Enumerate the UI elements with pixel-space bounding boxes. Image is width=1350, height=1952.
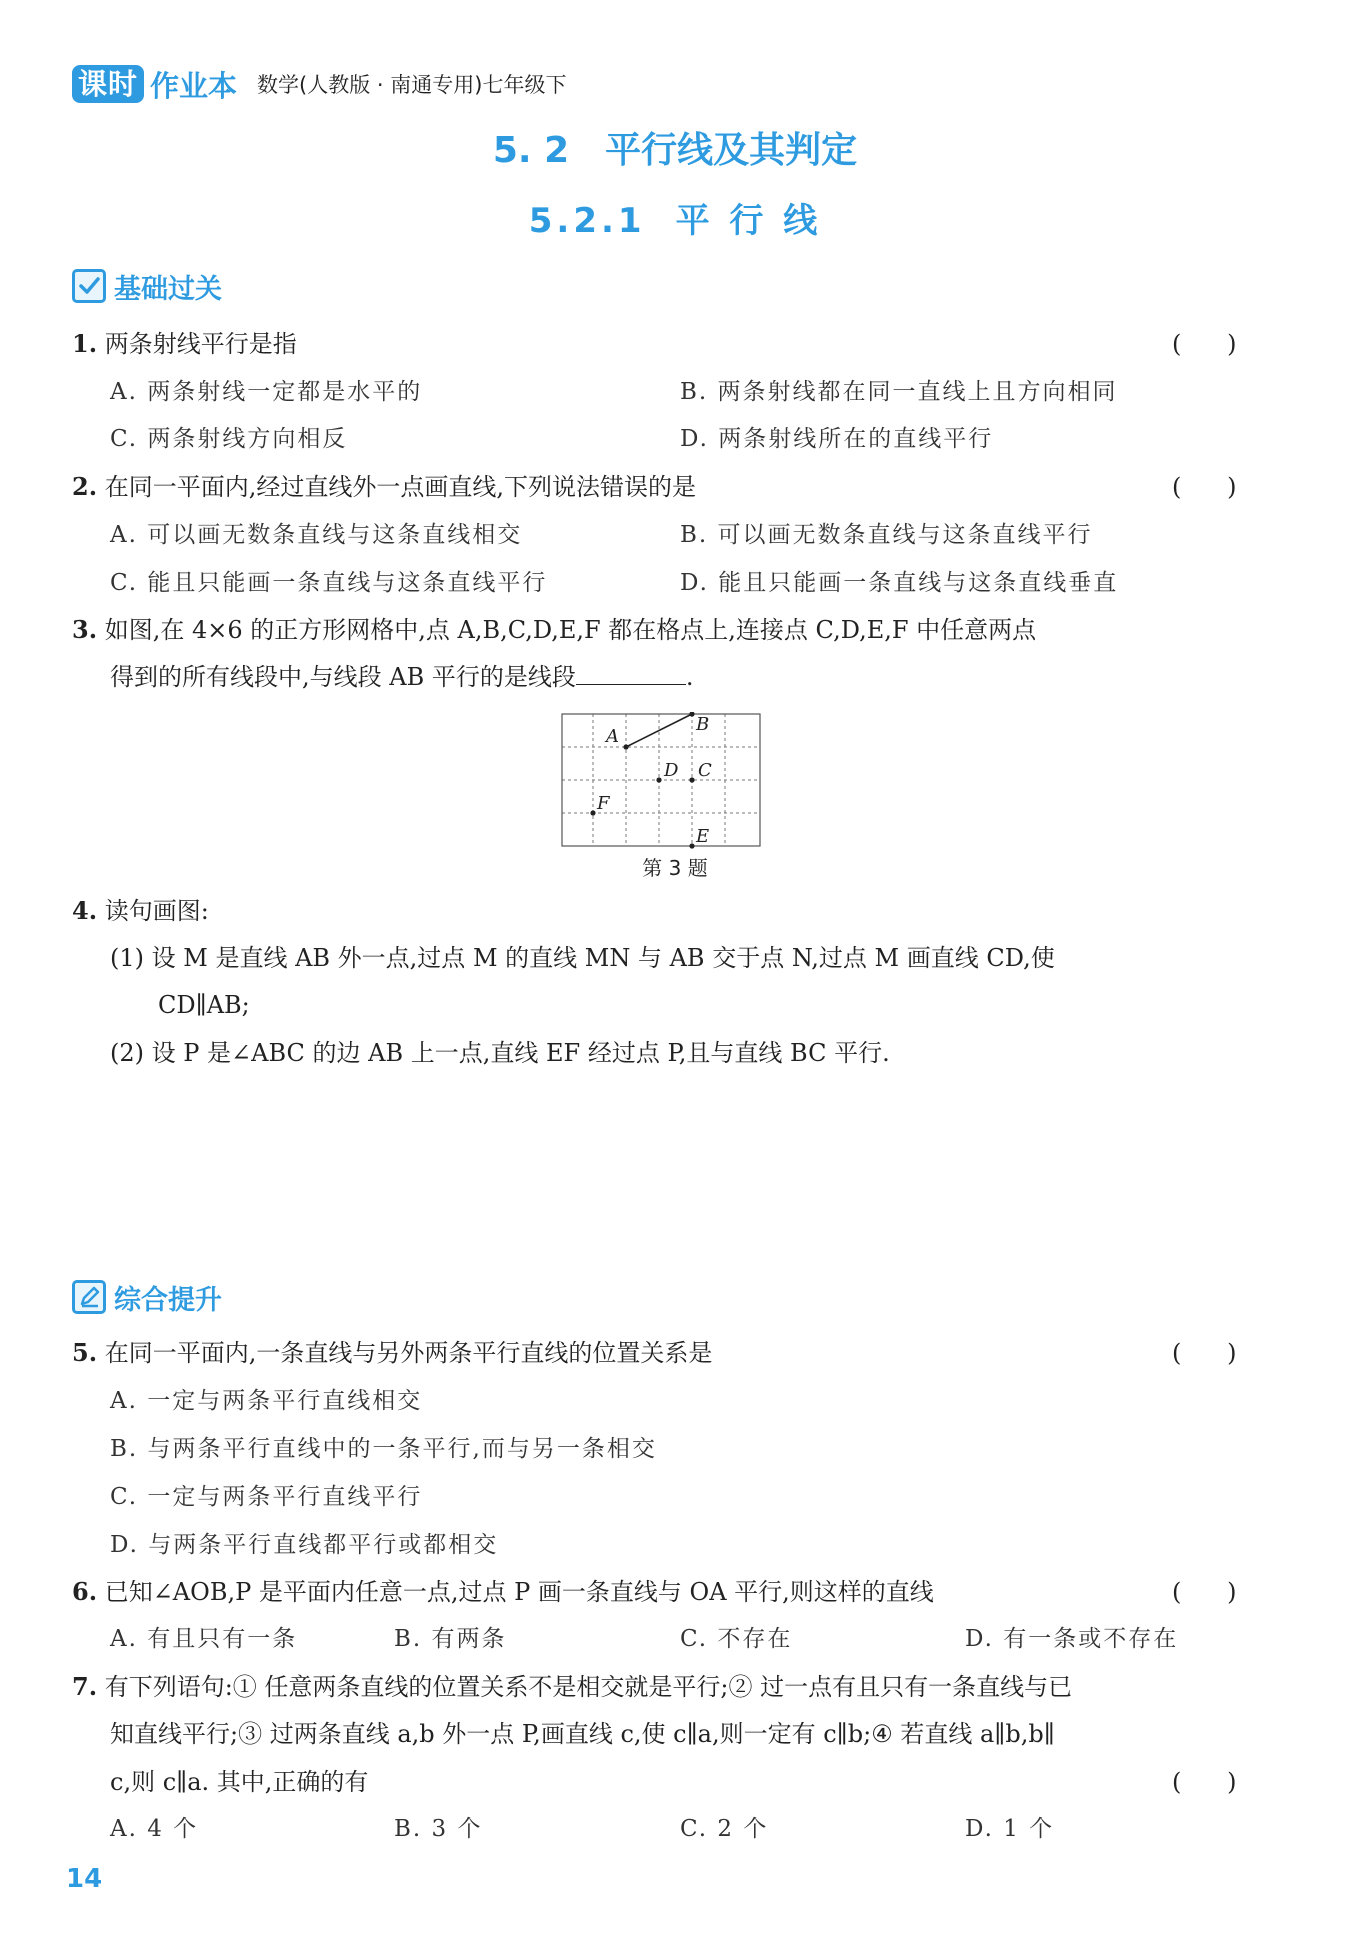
subsection-number: 5.2.1 bbox=[528, 201, 646, 241]
question-1 bbox=[72, 327, 297, 361]
point-d bbox=[656, 777, 661, 782]
question-3-line-2 bbox=[110, 660, 694, 694]
label-f: F bbox=[597, 793, 610, 814]
question-2 bbox=[72, 470, 696, 504]
question-7-line-2: 知直线平行;③ 过两条直线 a,b 外一点 P,画直线 c,使 c∥a,则一定有 c∥b;④ 若直线 a∥b,b∥ bbox=[110, 1720, 1055, 1748]
q2-option-b[interactable]: B. 可以画无数条直线与这条直线平行 bbox=[680, 522, 1093, 548]
point-f bbox=[590, 810, 595, 815]
question-number: 5. bbox=[72, 1338, 98, 1367]
question-text: 在同一平面内,经过直线外一点画直线,下列说法错误的是 bbox=[104, 473, 696, 501]
segment-ab bbox=[626, 714, 692, 747]
label-e: E bbox=[696, 826, 710, 847]
answer-parentheses[interactable]: ( ) bbox=[1172, 473, 1237, 501]
subsection-name: 平 行 线 bbox=[675, 201, 822, 241]
question-number: 4. bbox=[72, 896, 98, 925]
point-a bbox=[623, 744, 628, 749]
q1-option-c[interactable]: C. 两条射线方向相反 bbox=[110, 426, 348, 452]
page-number: 14 bbox=[66, 1864, 103, 1894]
figure-caption: 第 3 题 bbox=[642, 856, 708, 880]
q7-option-a[interactable]: A. 4 个 bbox=[110, 1816, 199, 1842]
q6-option-b[interactable]: B. 有两条 bbox=[394, 1626, 507, 1652]
q1-option-b[interactable]: B. 两条射线都在同一直线上且方向相同 bbox=[680, 379, 1118, 405]
question-7-line-3: c,则 c∥a. 其中,正确的有 bbox=[110, 1768, 369, 1796]
section-comprehensive-header bbox=[72, 1277, 222, 1317]
header-subject: 数学(人教版 · 南通专用)七年级下 bbox=[257, 73, 567, 97]
q5-option-d[interactable]: D. 与两条平行直线都平行或都相交 bbox=[110, 1532, 499, 1558]
q1-option-d[interactable]: D. 两条射线所在的直线平行 bbox=[680, 426, 994, 452]
question-end: . bbox=[685, 663, 694, 691]
label-d: D bbox=[664, 760, 679, 781]
question-3-line-1 bbox=[72, 613, 1036, 647]
question-4 bbox=[72, 894, 209, 928]
point-e bbox=[689, 843, 694, 848]
question-number: 6. bbox=[72, 1577, 98, 1606]
question-number: 2. bbox=[72, 472, 98, 501]
q4-part-1-line-1: (1) 设 M 是直线 AB 外一点,过点 M 的直线 MN 与 AB 交于点 N,过点 M 画直线 CD,使 bbox=[110, 944, 1055, 972]
brand-logo-text: 作业本 bbox=[150, 68, 238, 103]
grid-figure bbox=[560, 712, 764, 852]
checkbox-icon bbox=[72, 269, 106, 303]
section-basic-title: 基础过关 bbox=[114, 273, 222, 305]
q2-option-a[interactable]: A. 可以画无数条直线与这条直线相交 bbox=[110, 522, 523, 548]
question-text: 已知∠AOB,P 是平面内任意一点,过点 P 画一条直线与 OA 平行,则这样的直线 bbox=[104, 1578, 934, 1606]
section-number: 5. 2 bbox=[492, 130, 570, 171]
question-text: 两条射线平行是指 bbox=[104, 330, 297, 358]
q2-option-c[interactable]: C. 能且只能画一条直线与这条直线平行 bbox=[110, 570, 548, 596]
label-b: B bbox=[696, 714, 710, 735]
q5-option-c[interactable]: C. 一定与两条平行直线平行 bbox=[110, 1484, 423, 1510]
page-header bbox=[72, 62, 566, 106]
answer-parentheses[interactable]: ( ) bbox=[1172, 1768, 1237, 1796]
q4-part-1-line-2: CD∥AB; bbox=[158, 991, 250, 1019]
q6-option-a[interactable]: A. 有且只有一条 bbox=[110, 1626, 298, 1652]
section-comprehensive-title: 综合提升 bbox=[114, 1284, 222, 1316]
answer-parentheses[interactable]: ( ) bbox=[1172, 1339, 1237, 1367]
pencil-icon bbox=[72, 1280, 106, 1314]
question-text: 读句画图: bbox=[104, 897, 209, 925]
q7-option-b[interactable]: B. 3 个 bbox=[394, 1816, 483, 1842]
answer-parentheses[interactable]: ( ) bbox=[1172, 330, 1237, 358]
q6-option-c[interactable]: C. 不存在 bbox=[680, 1626, 793, 1652]
question-text: 得到的所有线段中,与线段 AB 平行的是线段 bbox=[110, 663, 576, 691]
question-number: 3. bbox=[72, 615, 98, 644]
section-title bbox=[0, 122, 1350, 173]
q7-option-c[interactable]: C. 2 个 bbox=[680, 1816, 769, 1842]
question-7-line-1 bbox=[72, 1670, 1072, 1704]
q5-option-a[interactable]: A. 一定与两条平行直线相交 bbox=[110, 1388, 423, 1414]
label-c: C bbox=[698, 760, 712, 781]
point-b bbox=[689, 712, 694, 717]
section-basic-header bbox=[72, 266, 222, 306]
q4-part-2: (2) 设 P 是∠ABC 的边 AB 上一点,直线 EF 经过点 P,且与直线 BC 平行. bbox=[110, 1039, 890, 1067]
subsection-title bbox=[0, 193, 1350, 242]
question-number: 7. bbox=[72, 1672, 98, 1701]
q7-option-d[interactable]: D. 1 个 bbox=[965, 1816, 1055, 1842]
question-text: 在同一平面内,一条直线与另外两条平行直线的位置关系是 bbox=[104, 1339, 713, 1367]
q1-option-a[interactable]: A. 两条射线一定都是水平的 bbox=[110, 379, 423, 405]
q6-option-d[interactable]: D. 有一条或不存在 bbox=[965, 1626, 1179, 1652]
q2-option-d[interactable]: D. 能且只能画一条直线与这条直线垂直 bbox=[680, 570, 1119, 596]
question-5 bbox=[72, 1336, 712, 1370]
question-6 bbox=[72, 1575, 934, 1609]
section-name: 平行线及其判定 bbox=[605, 130, 858, 171]
q5-option-b[interactable]: B. 与两条平行直线中的一条平行,而与另一条相交 bbox=[110, 1436, 657, 1462]
point-c bbox=[689, 777, 694, 782]
brand-logo bbox=[72, 64, 237, 104]
label-a: A bbox=[606, 726, 619, 747]
brand-logo-box: 课时 bbox=[72, 65, 144, 103]
question-text: 有下列语句:① 任意两条直线的位置关系不是相交就是平行;② 过一点有且只有一条直线与已 bbox=[104, 1673, 1073, 1701]
answer-parentheses[interactable]: ( ) bbox=[1172, 1578, 1237, 1606]
answer-blank[interactable] bbox=[576, 662, 686, 685]
question-text: 如图,在 4×6 的正方形网格中,点 A,B,C,D,E,F 都在格点上,连接点 C,D,E,F 中任意两点 bbox=[104, 616, 1037, 644]
question-number: 1. bbox=[72, 329, 98, 358]
